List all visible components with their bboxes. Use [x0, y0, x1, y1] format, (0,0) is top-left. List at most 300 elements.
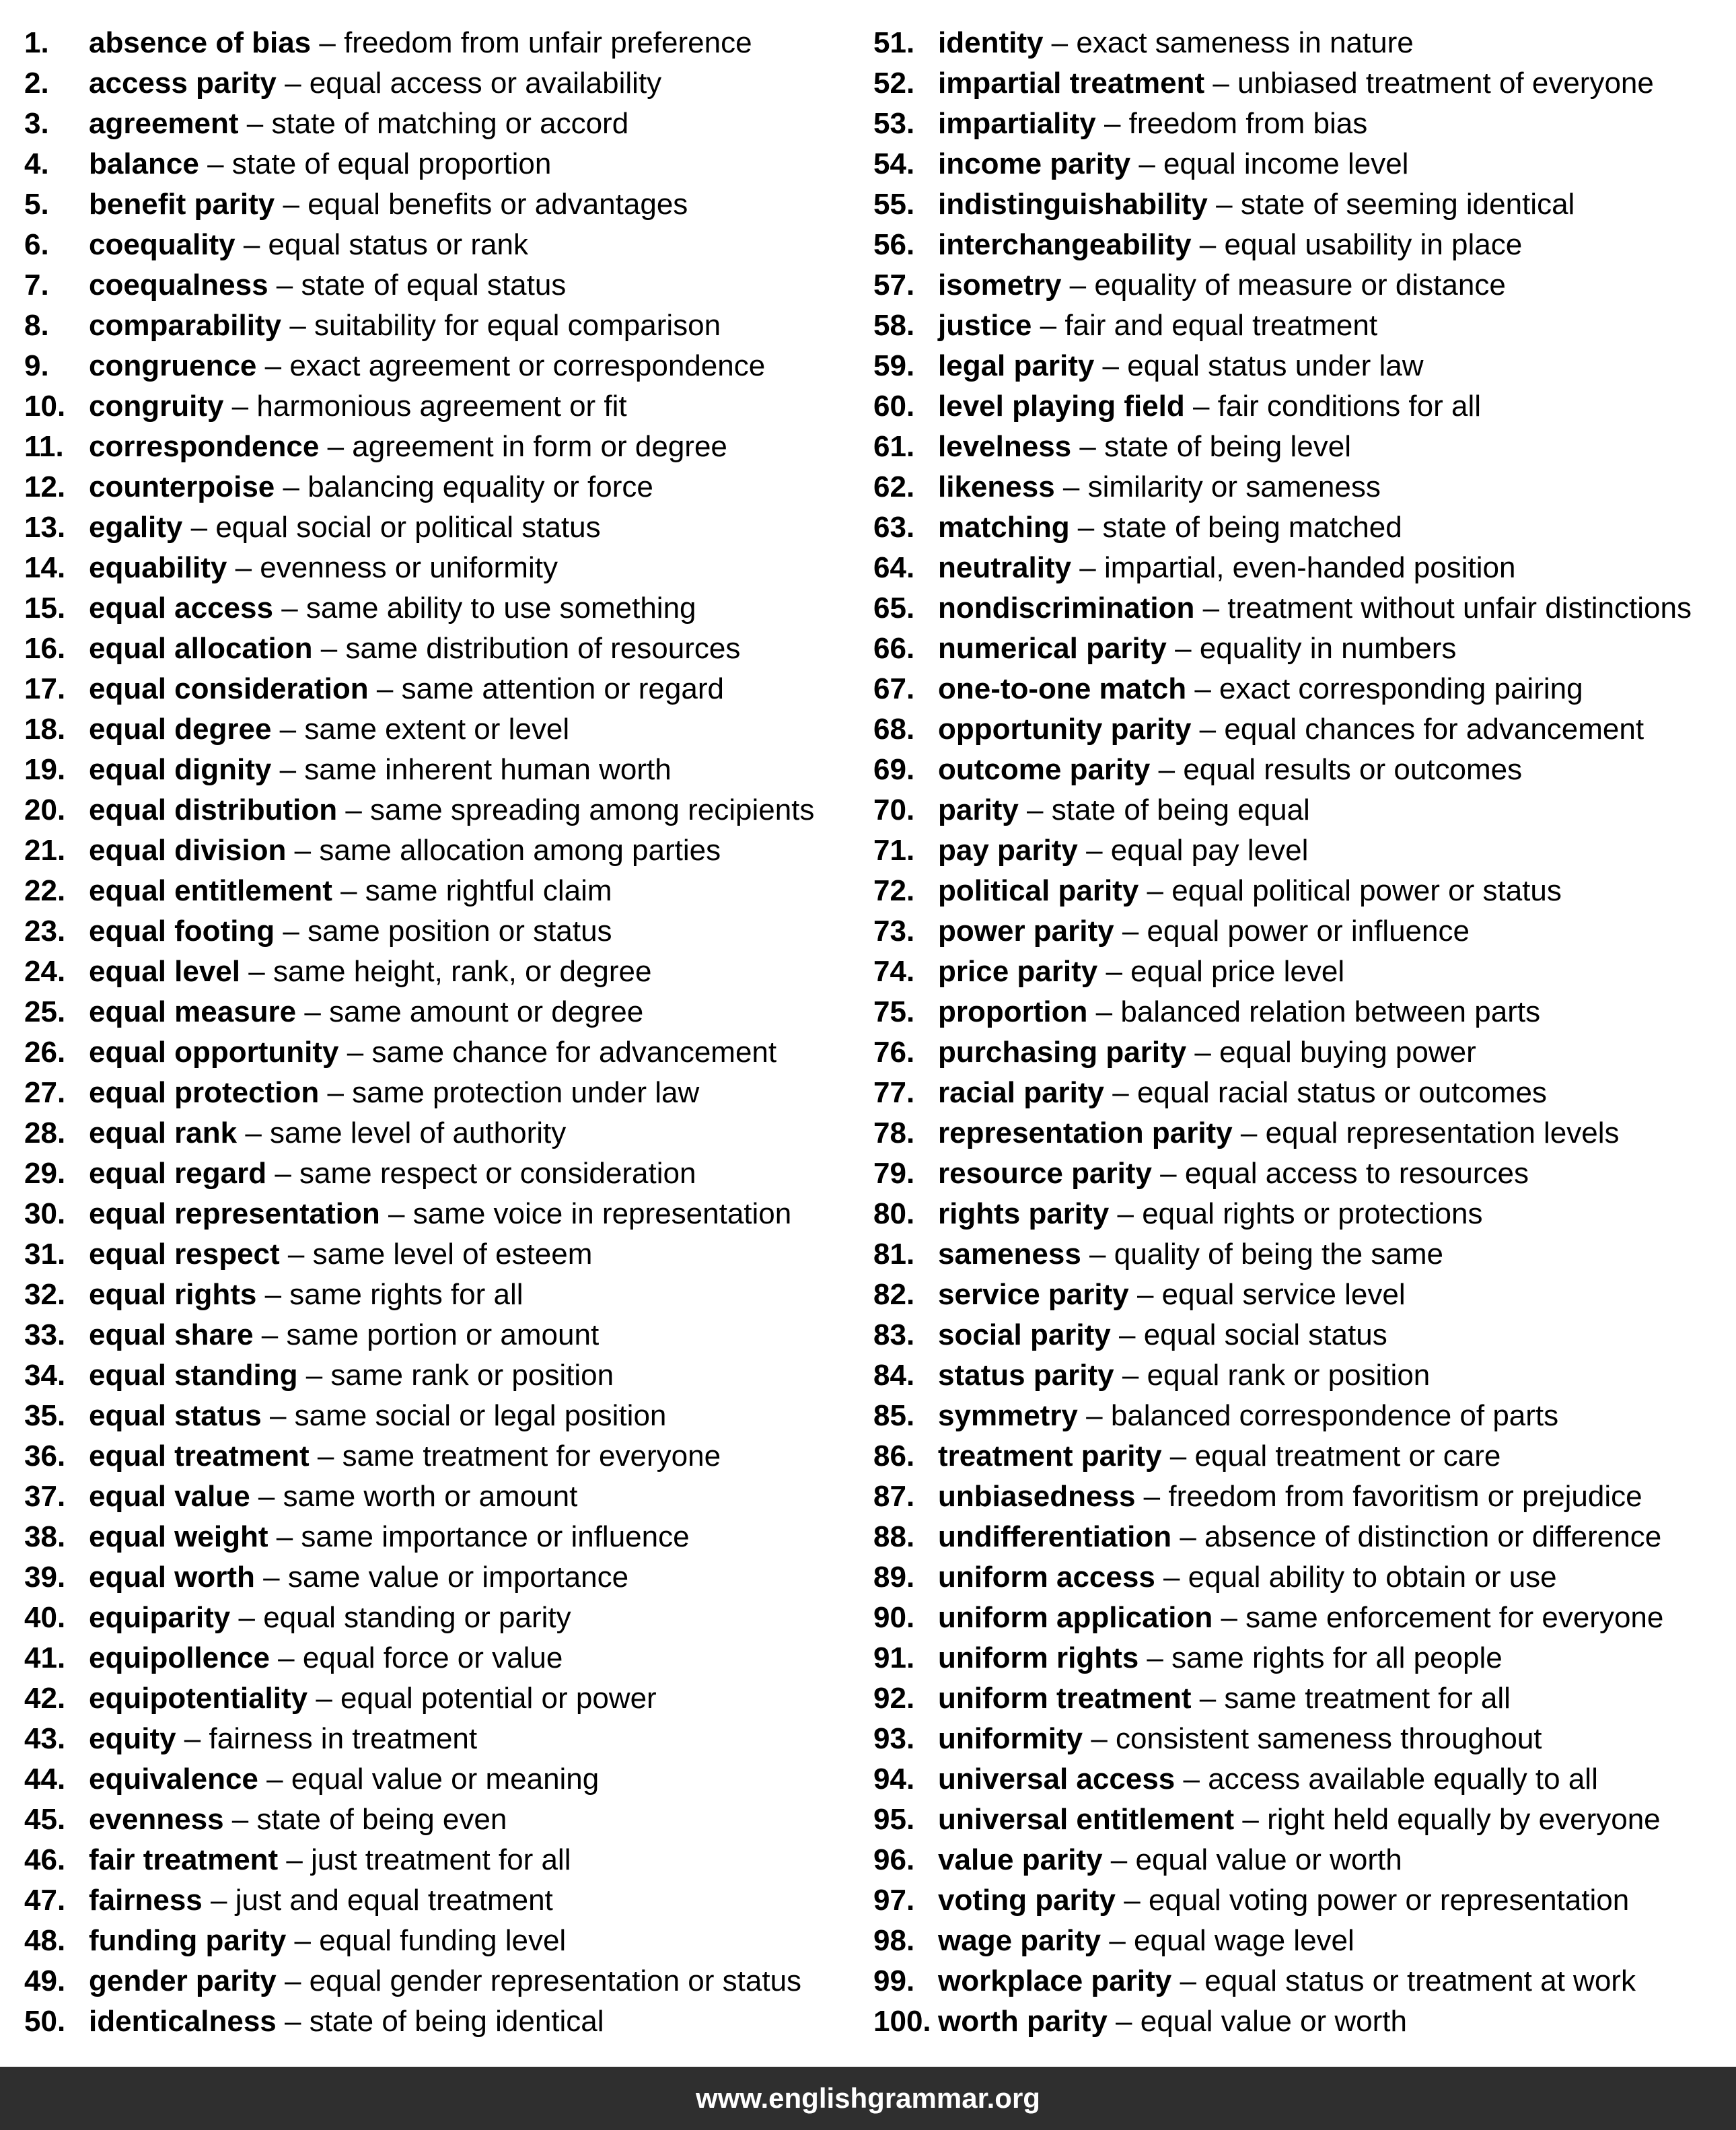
item-separator: – [1184, 390, 1218, 423]
item-number: 4. [24, 147, 49, 180]
item-separator: – [1191, 1682, 1225, 1715]
list-item [24, 1678, 859, 1719]
item-number: 96. [873, 1843, 915, 1876]
list-item [24, 386, 859, 427]
list-item [873, 1153, 1728, 1194]
item-definition: same spreading among recipients [370, 793, 815, 826]
item-definition: same height, rank, or degree [273, 955, 652, 988]
item-separator: – [1114, 1359, 1147, 1392]
item-text [938, 1961, 1636, 2001]
item-definition: same ability to use something [305, 592, 696, 625]
item-term: equal value [89, 1480, 250, 1513]
item-separator: – [276, 2005, 310, 2038]
item-number: 27. [24, 1076, 66, 1109]
item-term: access parity [89, 67, 277, 100]
item-text [938, 467, 1381, 507]
item-separator: – [309, 1440, 342, 1472]
item-separator: – [1130, 147, 1164, 180]
list-item [873, 225, 1728, 265]
item-term: workplace parity [938, 1964, 1172, 1997]
item-text [938, 548, 1515, 588]
item-number: 50. [24, 2005, 66, 2038]
list-item [873, 1275, 1728, 1315]
item-definition: same treatment for all [1224, 1682, 1511, 1715]
item-definition: equal funding level [319, 1924, 567, 1957]
item-term: service parity [938, 1278, 1129, 1311]
item-text [89, 306, 721, 346]
item-term: likeness [938, 470, 1055, 503]
item-definition: same importance or influence [301, 1520, 690, 1553]
item-definition: state of being even [256, 1803, 507, 1836]
item-text [89, 952, 651, 992]
item-separator: – [275, 915, 308, 948]
item-number: 5. [24, 188, 49, 221]
item-term: unbiasedness [938, 1480, 1136, 1513]
list-item [873, 548, 1728, 588]
item-number: 20. [24, 793, 66, 826]
item-definition: same position or status [308, 915, 612, 948]
item-separator: – [256, 1278, 290, 1311]
item-text [89, 104, 628, 144]
item-number: 17. [24, 672, 66, 705]
list-item [873, 1961, 1728, 2001]
item-number: 44. [24, 1763, 66, 1796]
list-item [873, 346, 1728, 386]
item-separator: – [271, 713, 305, 746]
item-definition: equal ability to obtain or use [1188, 1561, 1557, 1594]
item-term: social parity [938, 1318, 1111, 1351]
item-number: 1. [24, 26, 49, 59]
item-number: 83. [873, 1318, 915, 1351]
item-number: 66. [873, 632, 915, 665]
list-item [24, 63, 859, 104]
item-term: impartial treatment [938, 67, 1205, 100]
item-number: 51. [873, 26, 915, 59]
item-term: legal parity [938, 349, 1095, 382]
list-item [873, 1678, 1728, 1719]
item-text [938, 1598, 1663, 1638]
list-item [24, 1275, 859, 1315]
item-number: 43. [24, 1722, 66, 1755]
item-term: coequalness [89, 269, 268, 301]
item-text [89, 1840, 571, 1880]
item-separator: – [1151, 1157, 1185, 1190]
item-definition: equal political power or status [1171, 874, 1562, 907]
list-item [873, 1315, 1728, 1355]
item-number: 11. [24, 430, 64, 463]
item-number: 46. [24, 1843, 66, 1876]
item-definition: equal rank or position [1147, 1359, 1431, 1392]
list-item [24, 1598, 859, 1638]
item-definition: same rights for all [289, 1278, 523, 1311]
item-text [89, 1477, 577, 1517]
item-definition: evenness or uniformity [260, 551, 558, 584]
item-term: equivalence [89, 1763, 258, 1796]
item-text [89, 750, 672, 790]
item-definition: same treatment for everyone [342, 1440, 721, 1472]
item-number: 100. [873, 2005, 931, 2038]
item-separator: – [223, 390, 257, 423]
item-separator: – [227, 551, 260, 584]
list-item [24, 1032, 859, 1073]
item-text [938, 1315, 1387, 1355]
item-number: 74. [873, 955, 915, 988]
item-definition: same inherent human worth [304, 753, 672, 786]
item-definition: equal access to resources [1184, 1157, 1529, 1190]
item-definition: equal rights or protections [1142, 1197, 1483, 1230]
list-item [24, 992, 859, 1032]
item-term: equal weight [89, 1520, 268, 1553]
item-term: equity [89, 1722, 176, 1755]
item-text [89, 23, 752, 63]
item-definition: same allocation among parties [319, 834, 721, 867]
item-separator: – [1061, 269, 1095, 301]
list-item [24, 225, 859, 265]
list-item [873, 1234, 1728, 1275]
list-item [24, 427, 859, 467]
item-definition: same extent or level [304, 713, 570, 746]
item-term: impartiality [938, 107, 1096, 140]
item-definition: equal price level [1130, 955, 1345, 988]
item-separator: – [1087, 995, 1121, 1028]
item-text [938, 911, 1470, 952]
list-item [873, 830, 1728, 871]
list-item [873, 952, 1728, 992]
item-text [938, 1678, 1511, 1719]
item-number: 18. [24, 713, 66, 746]
item-separator: – [1077, 1399, 1111, 1432]
item-number: 39. [24, 1561, 66, 1594]
item-number: 52. [873, 67, 915, 100]
item-definition: same rightful claim [365, 874, 612, 907]
list-item [24, 952, 859, 992]
item-separator: – [1077, 834, 1111, 867]
item-number: 79. [873, 1157, 915, 1190]
item-text [938, 1113, 1620, 1153]
list-item [24, 306, 859, 346]
item-number: 77. [873, 1076, 915, 1109]
item-term: equal entitlement [89, 874, 332, 907]
item-separator: – [312, 632, 346, 665]
item-separator: – [1101, 1924, 1134, 1957]
item-term: equipollence [89, 1641, 270, 1674]
item-number: 93. [873, 1722, 915, 1755]
item-number: 31. [24, 1238, 66, 1271]
list-item [873, 104, 1728, 144]
item-separator: – [266, 1157, 300, 1190]
list-item [24, 709, 859, 750]
item-separator: – [1071, 551, 1104, 584]
item-number: 62. [873, 470, 915, 503]
item-term: gender parity [89, 1964, 277, 1997]
footer-url: www.englishgrammar.org [696, 2082, 1040, 2114]
item-text [89, 184, 688, 225]
item-definition: same worth or amount [283, 1480, 578, 1513]
item-number: 76. [873, 1036, 915, 1069]
list-item [24, 1517, 859, 1557]
list-item [24, 1436, 859, 1477]
item-definition: equal force or value [302, 1641, 563, 1674]
item-number: 41. [24, 1641, 66, 1674]
item-term: levelness [938, 430, 1072, 463]
item-number: 68. [873, 713, 915, 746]
item-separator: – [1194, 592, 1228, 625]
item-separator: – [1018, 793, 1052, 826]
item-term: equal consideration [89, 672, 369, 705]
item-number: 59. [873, 349, 915, 382]
item-separator: – [271, 753, 305, 786]
list-item [873, 588, 1728, 629]
list-item [24, 2001, 859, 2042]
item-term: fair treatment [89, 1843, 279, 1876]
item-number: 25. [24, 995, 66, 1028]
item-definition: equal pay level [1110, 834, 1309, 867]
item-separator: – [253, 1318, 287, 1351]
item-separator: – [198, 147, 232, 180]
item-text [938, 1194, 1482, 1234]
item-separator: – [276, 1964, 310, 1997]
item-term: income parity [938, 147, 1131, 180]
item-number: 63. [873, 511, 915, 544]
item-term: wage parity [938, 1924, 1101, 1957]
item-text [938, 992, 1540, 1032]
item-text [938, 588, 1692, 629]
item-term: equal protection [89, 1076, 320, 1109]
item-term: uniform access [938, 1561, 1155, 1594]
item-number: 85. [873, 1399, 915, 1432]
list-item [873, 1355, 1728, 1396]
list-item [873, 1477, 1728, 1517]
item-term: equal standing [89, 1359, 298, 1392]
list-item [24, 1921, 859, 1961]
item-text [938, 1880, 1629, 1921]
item-number: 32. [24, 1278, 66, 1311]
item-number: 28. [24, 1116, 66, 1149]
list-item [873, 386, 1728, 427]
item-number: 29. [24, 1157, 66, 1190]
item-text [89, 507, 601, 548]
item-separator: – [1213, 1601, 1246, 1634]
item-separator: – [250, 1480, 283, 1513]
item-text [89, 1638, 563, 1678]
item-number: 64. [873, 551, 915, 584]
item-definition: just and equal treatment [235, 1884, 553, 1917]
item-term: sameness [938, 1238, 1081, 1271]
item-definition: balanced relation between parts [1120, 995, 1541, 1028]
item-text [89, 1355, 614, 1396]
item-text [89, 225, 528, 265]
item-definition: balanced correspondence of parts [1110, 1399, 1559, 1432]
item-text [938, 1355, 1430, 1396]
item-definition: freedom from unfair preference [344, 26, 752, 59]
list-item [873, 992, 1728, 1032]
item-number: 67. [873, 672, 915, 705]
item-text [89, 911, 612, 952]
item-separator: – [275, 188, 308, 221]
item-separator: – [1043, 26, 1077, 59]
item-text [938, 952, 1344, 992]
item-definition: absence of distinction or difference [1204, 1520, 1662, 1553]
item-text [89, 1436, 721, 1477]
item-separator: – [308, 1682, 341, 1715]
list-item [24, 1234, 859, 1275]
list-item [873, 1194, 1728, 1234]
item-definition: equal standing or parity [263, 1601, 571, 1634]
item-text [938, 790, 1310, 830]
list-item [873, 23, 1728, 63]
item-number: 71. [873, 834, 915, 867]
list-item [24, 548, 859, 588]
item-term: identity [938, 26, 1044, 59]
item-definition: equal treatment or care [1194, 1440, 1501, 1472]
item-number: 87. [873, 1480, 915, 1513]
item-text [938, 1032, 1476, 1073]
item-definition: state of equal status [301, 269, 567, 301]
item-definition: same distribution of resources [345, 632, 741, 665]
item-number: 26. [24, 1036, 66, 1069]
item-definition: equality in numbers [1199, 632, 1457, 665]
item-text [89, 1032, 776, 1073]
item-separator: – [258, 1763, 291, 1796]
item-separator: – [1171, 1964, 1205, 1997]
item-number: 89. [873, 1561, 915, 1594]
item-term: equal worth [89, 1561, 255, 1594]
item-term: equal opportunity [89, 1036, 339, 1069]
item-definition: same respect or consideration [299, 1157, 696, 1190]
item-term: proportion [938, 995, 1088, 1028]
item-separator: – [1094, 349, 1128, 382]
item-text [89, 427, 727, 467]
item-number: 35. [24, 1399, 66, 1432]
item-text [89, 790, 814, 830]
list-item [873, 790, 1728, 830]
item-text [938, 1234, 1443, 1275]
item-separator: – [1161, 1440, 1195, 1472]
item-number: 14. [24, 551, 66, 584]
item-separator: – [254, 1561, 288, 1594]
item-term: counterpoise [89, 470, 275, 503]
item-number: 53. [873, 107, 915, 140]
list-item [873, 1638, 1728, 1678]
item-term: political parity [938, 874, 1139, 907]
item-text [89, 1234, 592, 1275]
list-item [873, 306, 1728, 346]
item-definition: equal gender representation or status [309, 1964, 802, 1997]
list-item [873, 1840, 1728, 1880]
item-definition: impartial, even-handed position [1104, 551, 1516, 584]
item-separator: – [279, 1238, 313, 1271]
item-definition: equal social status [1143, 1318, 1387, 1351]
item-number: 15. [24, 592, 66, 625]
list-item [24, 1355, 859, 1396]
item-term: equal measure [89, 995, 297, 1028]
item-number: 54. [873, 147, 915, 180]
item-term: uniform rights [938, 1641, 1139, 1674]
item-separator: – [273, 592, 306, 625]
item-text [89, 1396, 666, 1436]
list-item [873, 1113, 1728, 1153]
list-item [873, 144, 1728, 184]
item-text [89, 709, 569, 750]
item-term: rights parity [938, 1197, 1110, 1230]
item-definition: equal racial status or outcomes [1136, 1076, 1547, 1109]
item-number: 75. [873, 995, 915, 1028]
item-separator: – [1032, 309, 1065, 342]
item-definition: same voice in representation [412, 1197, 792, 1230]
item-definition: similarity or sameness [1087, 470, 1381, 503]
list-item [873, 1436, 1728, 1477]
item-term: coequality [89, 228, 236, 261]
item-number: 84. [873, 1359, 915, 1392]
item-term: indistinguishability [938, 188, 1208, 221]
item-definition: equal power or influence [1147, 915, 1470, 948]
item-separator: – [1191, 228, 1225, 261]
item-definition: same chance for advancement [371, 1036, 777, 1069]
item-separator: – [1116, 1884, 1149, 1917]
item-text [938, 1436, 1500, 1477]
item-definition: equal status or treatment at work [1204, 1964, 1636, 1997]
list-item [873, 1880, 1728, 1921]
item-separator: – [1155, 1561, 1188, 1594]
item-term: equal dignity [89, 753, 272, 786]
item-term: numerical parity [938, 632, 1167, 665]
item-number: 23. [24, 915, 66, 948]
list-item [873, 629, 1728, 669]
item-separator: – [297, 1359, 331, 1392]
item-term: equal treatment [89, 1440, 310, 1472]
item-number: 30. [24, 1197, 66, 1230]
item-number: 95. [873, 1803, 915, 1836]
list-item [24, 629, 859, 669]
item-term: equipotentiality [89, 1682, 308, 1715]
item-term: equability [89, 551, 227, 584]
item-text [89, 63, 661, 104]
item-definition: just treatment for all [311, 1843, 571, 1876]
item-separator: – [319, 430, 353, 463]
item-definition: exact corresponding pairing [1219, 672, 1583, 705]
item-text [89, 992, 643, 1032]
item-text [938, 709, 1644, 750]
item-term: purchasing parity [938, 1036, 1187, 1069]
item-separator: – [1110, 1318, 1144, 1351]
item-term: voting parity [938, 1884, 1116, 1917]
item-separator: – [1166, 632, 1200, 665]
item-definition: equal potential or power [340, 1682, 657, 1715]
item-number: 40. [24, 1601, 66, 1634]
item-separator: – [1207, 188, 1241, 221]
item-number: 34. [24, 1359, 66, 1392]
item-text [938, 1477, 1642, 1517]
item-separator: – [379, 1197, 413, 1230]
item-separator: – [268, 269, 301, 301]
item-term: symmetry [938, 1399, 1078, 1432]
item-text [938, 1719, 1542, 1759]
item-separator: – [296, 995, 330, 1028]
item-text [938, 750, 1522, 790]
item-definition: equal voting power or representation [1148, 1884, 1630, 1917]
item-text [938, 1638, 1503, 1678]
list-item [873, 1396, 1728, 1436]
item-separator: – [235, 228, 268, 261]
list-item [873, 467, 1728, 507]
item-number: 91. [873, 1641, 915, 1674]
item-term: equal rank [89, 1116, 238, 1149]
item-text [938, 23, 1414, 63]
list-item [873, 1759, 1728, 1800]
item-separator: – [238, 107, 272, 140]
list-item [24, 871, 859, 911]
item-term: neutrality [938, 551, 1072, 584]
